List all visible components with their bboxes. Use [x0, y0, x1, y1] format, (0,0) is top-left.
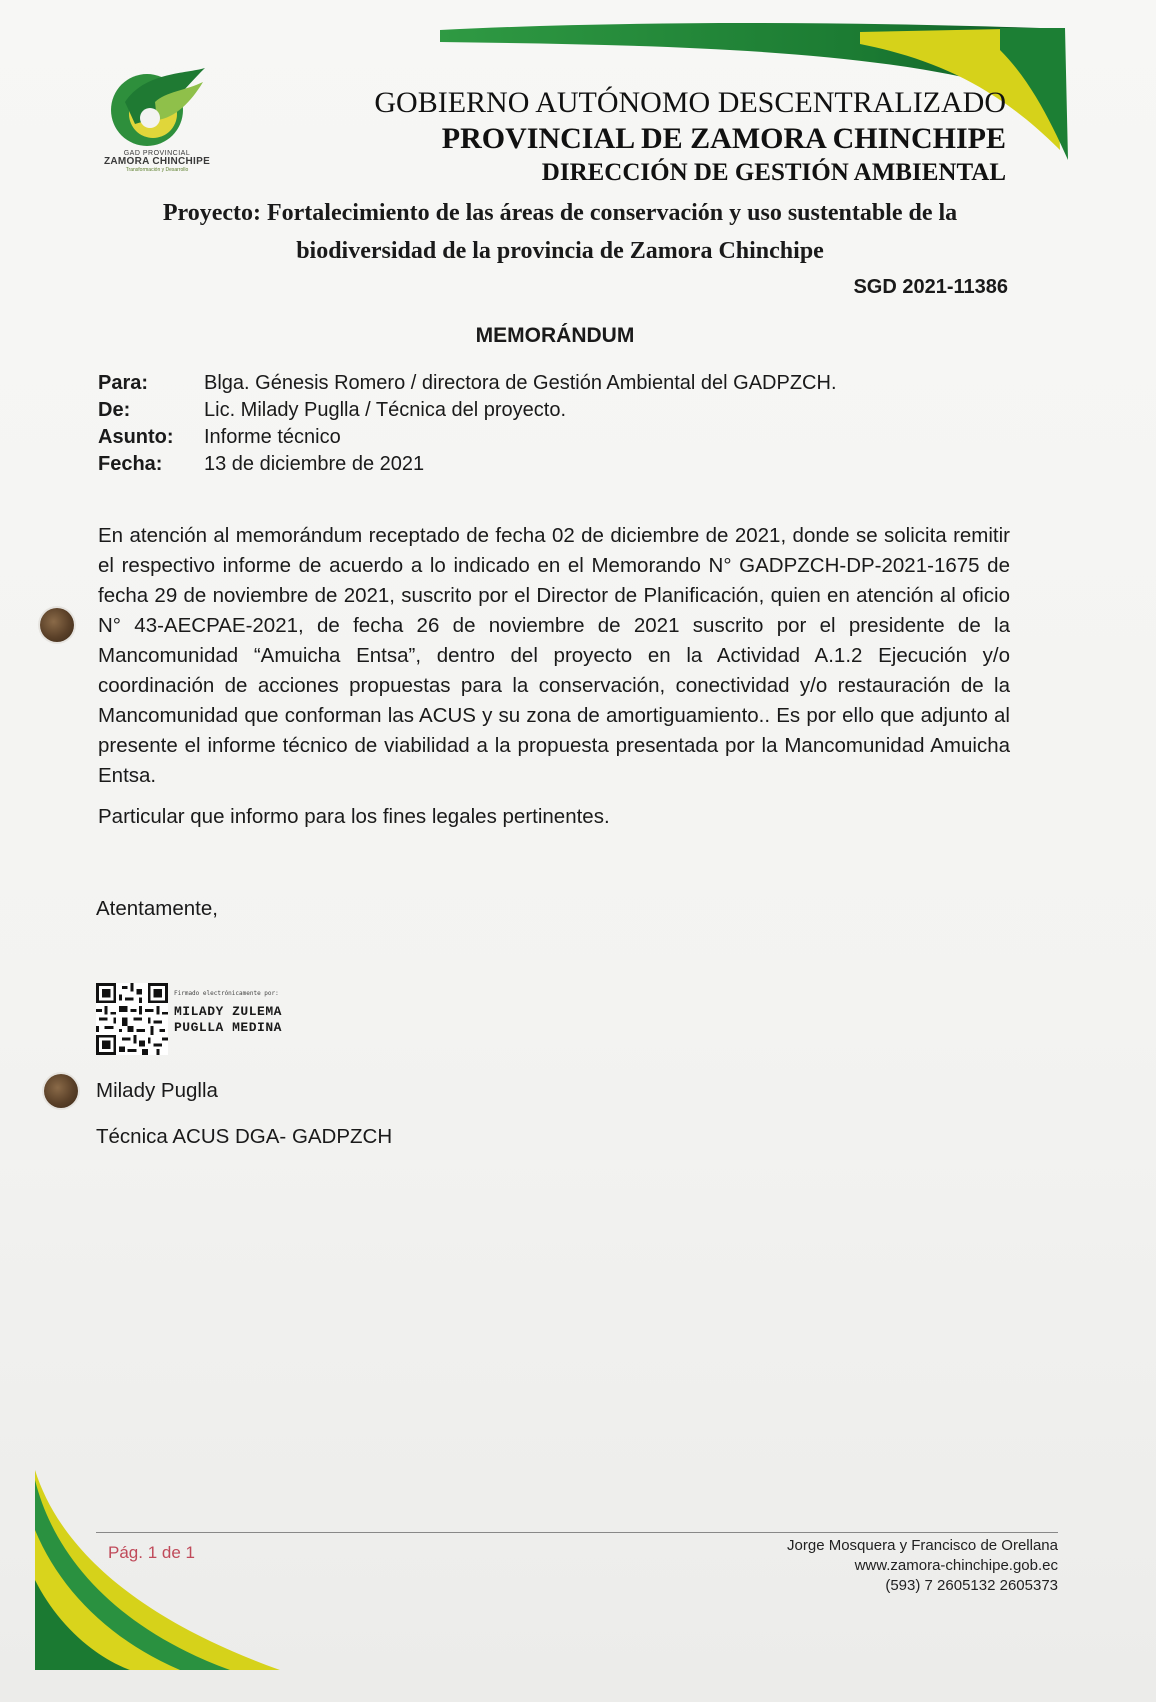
header-label-date: Fecha:	[98, 453, 163, 475]
reference-code: SGD 2021-11386	[853, 276, 1008, 298]
header-label-from: De:	[98, 399, 131, 421]
footer-phone: (593) 7 2605132 2605373	[885, 1577, 1058, 1594]
header-label-to: Para:	[98, 372, 149, 394]
body-paragraph-2: Particular que informo para los fines legales pertinentes.	[98, 805, 610, 828]
logo-line-3: Transformación y Desarrollo	[125, 166, 189, 173]
memo-header-row	[98, 397, 837, 424]
e-signature-name	[174, 1004, 282, 1036]
footer-website: www.zamora-chinchipe.gob.ec	[854, 1557, 1058, 1574]
page-number: Pág. 1 de 1	[108, 1543, 195, 1562]
project-title-line-1: Proyecto: Fortalecimiento de las áreas de conservación y uso sustentable de la	[162, 200, 958, 226]
project-title-line-2: biodiversidad de la provincia de Zamora Chinchipe	[296, 238, 824, 264]
header-label-subject: Asunto:	[98, 426, 174, 448]
header-value-to: Blga. Génesis Romero / directora de Gestión Ambiental del GADPZCH.	[204, 372, 837, 394]
punch-hole	[40, 608, 74, 642]
e-signature-name-line-2: PUGLLA MEDINA	[174, 1020, 282, 1035]
memo-header	[98, 370, 837, 478]
logo-line-2: ZAMORA CHINCHIPE	[103, 156, 211, 168]
memo-header-row	[98, 424, 837, 451]
body-paragraph-1: En atención al memorándum receptado de fecha 02 de diciembre de 2021, donde se solicita remitir el respectivo informe de acuerdo a lo indicado en el Memorando N° GADPZCH-DP-2021-1675 de fecha 29 de noviembre de 2021, suscrito por el Director de Planificación, quien en atención al oficio N° 43-AECPAE-2021, de fecha 26 de noviembre de 2021 suscrito por el presidente de la Mancomunidad “Amuicha Entsa”, dentro del proyecto en la Actividad A.1.2 Ejecución y/o coordinación de acciones propuestas para la conservación, conectividad y/o restauración de la Mancomunidad que conforman las ACUS y su zona de amortiguamiento.. Es por ello que adjunto al presente el informe técnico de viabilidad a la propuesta presentada por la Mancomunidad Amuicha Entsa.	[98, 524, 1010, 787]
e-signature-name-line-1: MILADY ZULEMA	[174, 1004, 282, 1019]
signer-role: Técnica ACUS DGA- GADPZCH	[96, 1125, 393, 1148]
memo-title: MEMORÁNDUM	[475, 324, 635, 347]
header-value-date: 13 de diciembre de 2021	[204, 453, 425, 475]
signer-name: Milady Puglla	[96, 1079, 218, 1102]
institution-department: DIRECCIÓN DE GESTIÓN AMBIENTAL	[541, 159, 1006, 186]
institution-line-1: GOBIERNO AUTÓNOMO DESCENTRALIZADO	[374, 86, 1006, 119]
logo-caption	[92, 150, 222, 173]
footer-ribbon-graphic	[30, 1470, 290, 1670]
closing-salutation: Atentamente,	[96, 897, 218, 920]
logo-line-1: GAD PROVINCIAL	[123, 150, 191, 157]
footer-contact	[787, 1536, 1058, 1596]
project-title	[100, 194, 1020, 270]
e-signature-caption: Firmado electrónicamente por:	[174, 990, 279, 997]
punch-hole	[44, 1074, 78, 1108]
institution-line-2: PROVINCIAL DE ZAMORA CHINCHIPE	[441, 122, 1006, 155]
footer-address: Jorge Mosquera y Francisco de Orellana	[787, 1537, 1058, 1554]
footer-divider	[96, 1532, 1058, 1533]
header-value-from: Lic. Milady Puglla / Técnica del proyecto.	[204, 399, 567, 421]
qr-code-icon	[96, 983, 168, 1055]
memo-header-row	[98, 451, 837, 478]
memo-header-row	[98, 370, 837, 397]
header-value-subject: Informe técnico	[204, 426, 341, 448]
